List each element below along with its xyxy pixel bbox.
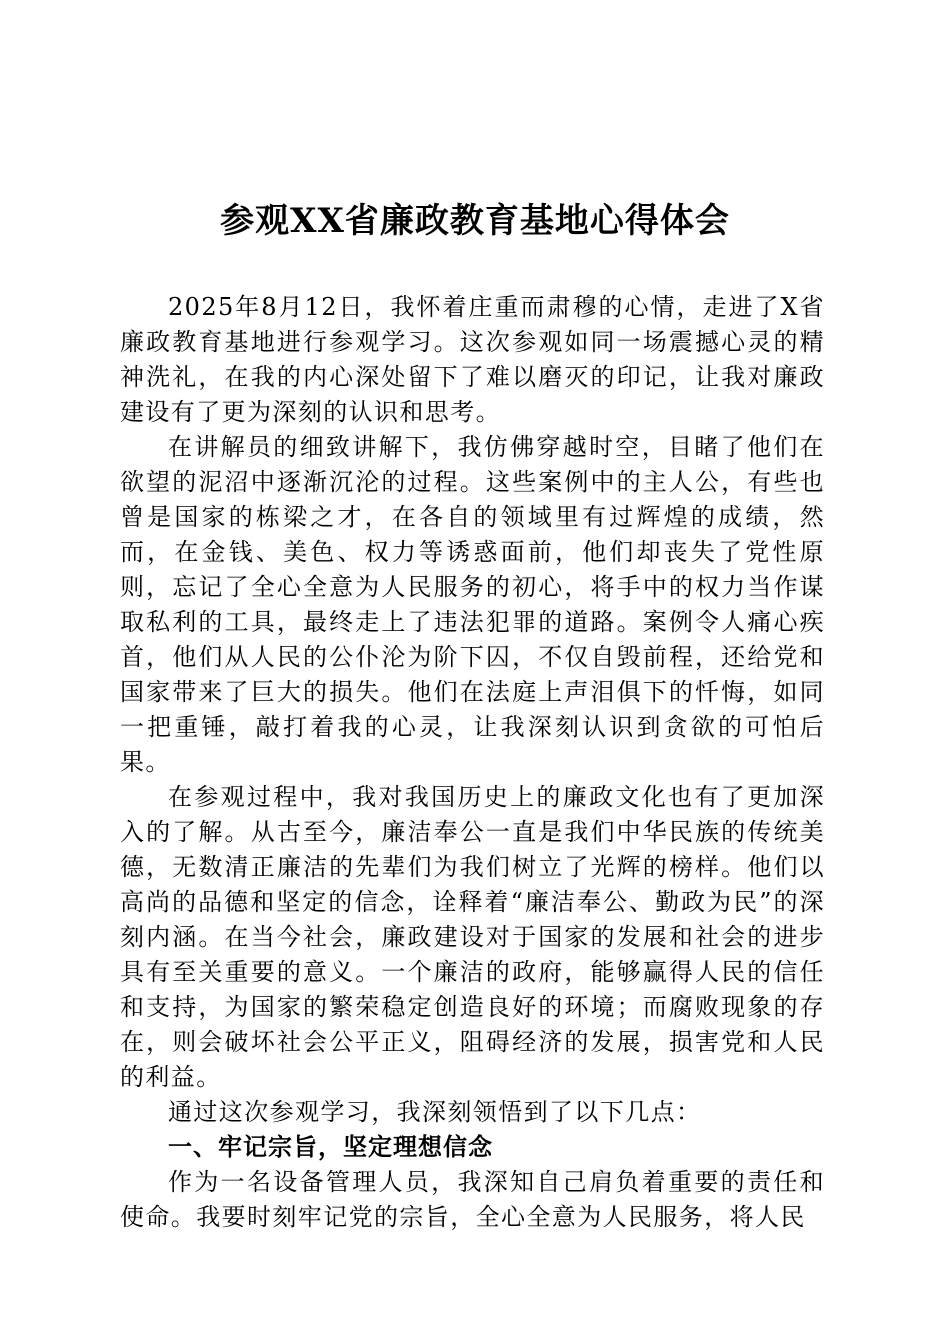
paragraph-culture: 在参观过程中，我对我国历史上的廉政文化也有了更加深入的了解。从古至今，廉洁奉公一直是我们中华民族的传统美德，无数清正廉洁的先辈们为我们树立了光辉的榜样。他们以高尚的品德和坚定的信念，诠释着“廉洁奉公、勤政为民”的深刻内涵。在当今社会，廉政建设对于国家的发展和社会的进步具有至关重要的意义。一个廉洁的政府，能够赢得人民的信任和支持，为国家的繁荣稳定创造良好的环境；而腐败现象的存在，则会破坏社会公平正义，阻碍经济的发展，损害党和人民的利益。	[120, 783, 825, 1091]
document-title: 参观XX省廉政教育基地心得体会	[220, 201, 730, 241]
document-body	[120, 290, 825, 1235]
paragraph-section-one: 作为一名设备管理人员，我深知自己肩负着重要的责任和使命。我要时刻牢记党的宗旨，全心全意为人民服务，将人民	[120, 1168, 825, 1231]
paragraph-lessons-intro: 通过这次参观学习，我深刻领悟到了以下几点：	[168, 1098, 702, 1126]
section-heading: 一、牢记宗旨，坚定理想信念	[168, 1133, 493, 1161]
paragraph-cases: 在讲解员的细致讲解下，我仿佛穿越时空，目睹了他们在欲望的泥沼中逐渐沉沦的过程。这些案例中的主人公，有些也曾是国家的栋梁之才，在各自的领域里有过辉煌的成绩，然而，在金钱、美色、权力等诱惑面前，他们却丧失了党性原则，忘记了全心全意为人民服务的初心，将手中的权力当作谋取私利的工具，最终走上了违法犯罪的道路。案例令人痛心疾首，他们从人民的公仆沦为阶下囚，不仅自毁前程，还给党和国家带来了巨大的损失。他们在法庭上声泪俱下的忏悔，如同一把重锤，敲打着我的心灵，让我深刻认识到贪欲的可怕后果。	[120, 433, 825, 776]
paragraph-intro: 2025年8月12日，我怀着庄重而肃穆的心情，走进了X省廉政教育基地进行参观学习。这次参观如同一场震撼心灵的精神洗礼，在我的内心深处留下了难以磨灭的印记，让我对廉政建设有了更为深刻的认识和思考。	[120, 293, 825, 426]
